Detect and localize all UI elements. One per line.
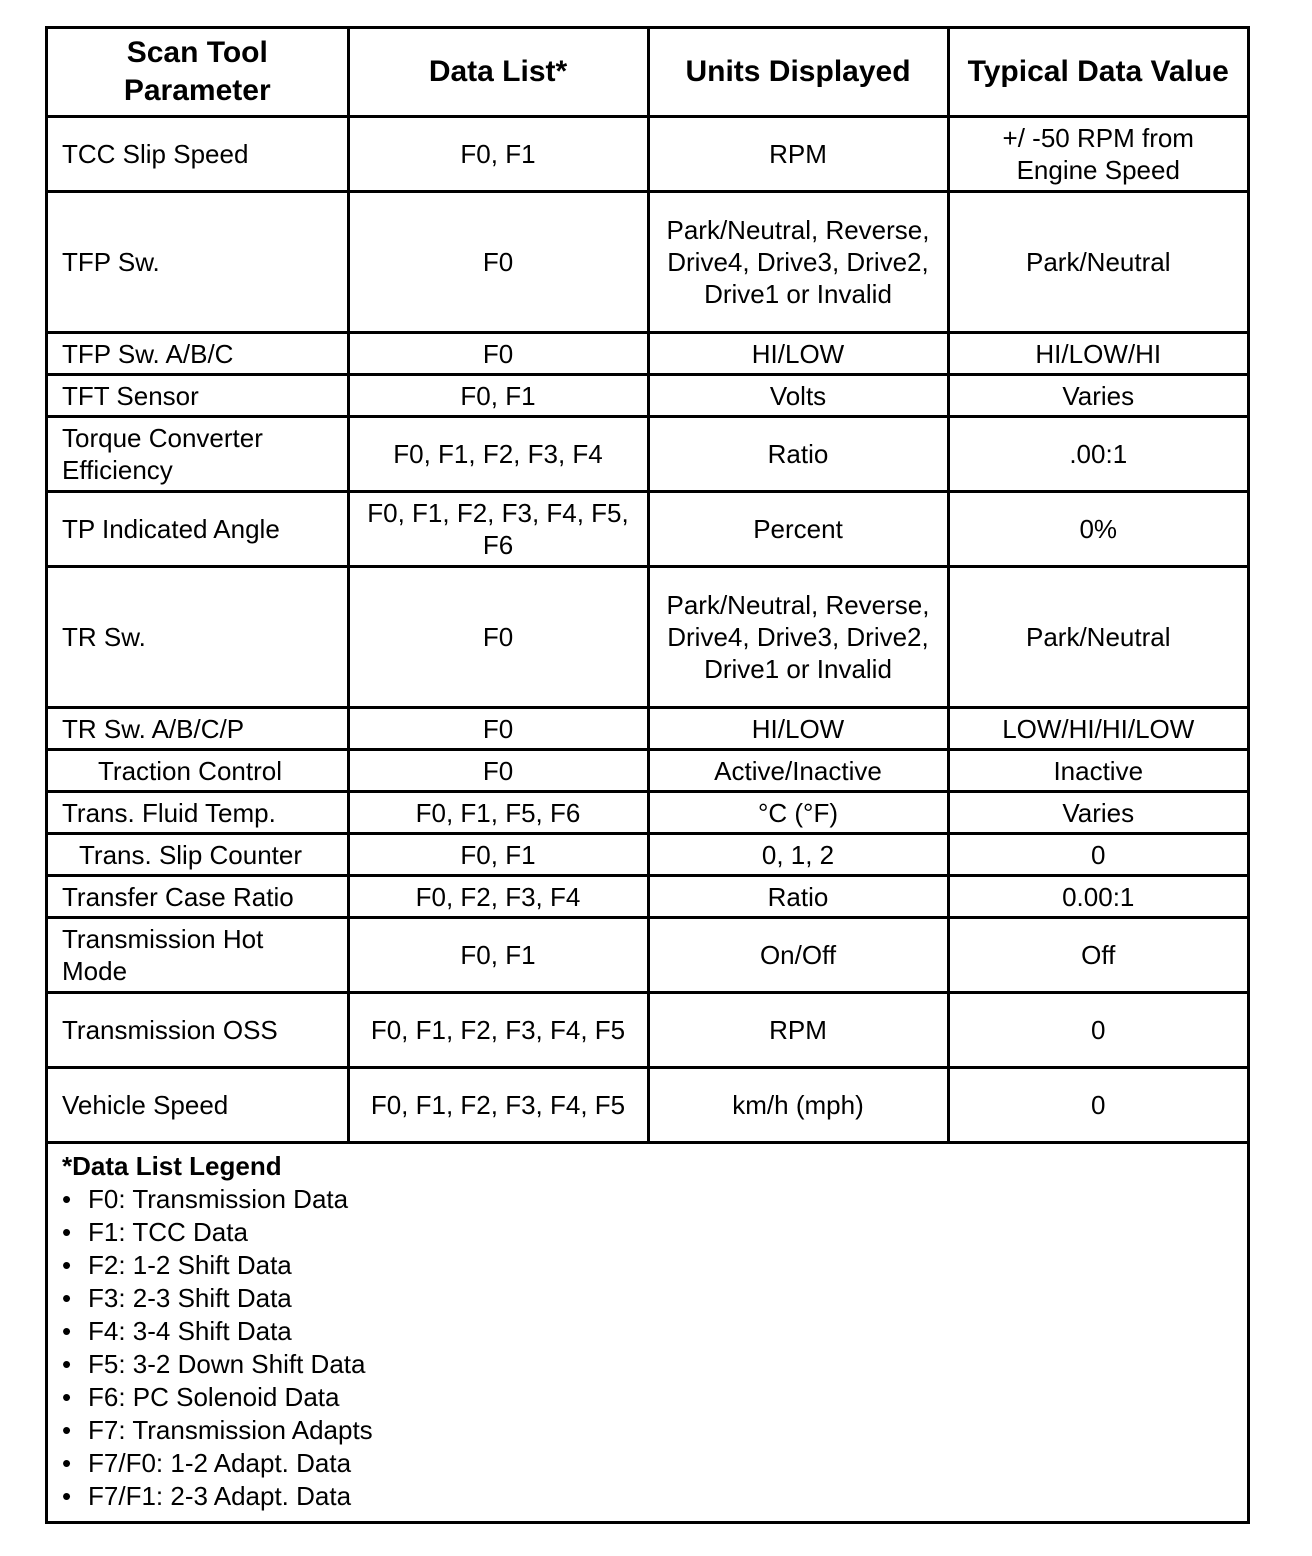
table-row bbox=[48, 1068, 1247, 1143]
cell-units: Ratio bbox=[648, 876, 948, 918]
cell-parameter: Transmission OSS bbox=[48, 993, 348, 1068]
list-item bbox=[62, 1381, 1233, 1414]
cell-data-list: F0, F1, F5, F6 bbox=[348, 792, 648, 834]
cell-units: Ratio bbox=[648, 417, 948, 492]
cell-data-list: F0, F1 bbox=[348, 375, 648, 417]
bullet-icon: • bbox=[62, 1382, 72, 1412]
cell-typical: Inactive bbox=[948, 750, 1247, 792]
cell-parameter: TR Sw. A/B/C/P bbox=[48, 708, 348, 750]
scan-tool-data-table-frame bbox=[45, 26, 1250, 1524]
bullet-icon: • bbox=[62, 1250, 72, 1280]
cell-data-list: F0, F1, F2, F3, F4, F5, F6 bbox=[348, 492, 648, 567]
table-row bbox=[48, 375, 1247, 417]
list-item bbox=[62, 1183, 1233, 1216]
cell-typical: Park/Neutral bbox=[948, 567, 1247, 708]
cell-units: RPM bbox=[648, 993, 948, 1068]
legend-item-text: F0: Transmission Data bbox=[88, 1184, 349, 1214]
cell-units: RPM bbox=[648, 117, 948, 192]
cell-typical: +/ -50 RPM from Engine Speed bbox=[948, 117, 1247, 192]
cell-data-list: F0 bbox=[348, 708, 648, 750]
cell-data-list: F0, F2, F3, F4 bbox=[348, 876, 648, 918]
cell-parameter: Torque Converter Efficiency bbox=[48, 417, 348, 492]
bullet-icon: • bbox=[62, 1415, 72, 1445]
cell-data-list: F0 bbox=[348, 750, 648, 792]
bullet-icon: • bbox=[62, 1481, 72, 1511]
list-item bbox=[62, 1249, 1233, 1282]
bullet-icon: • bbox=[62, 1283, 72, 1313]
cell-data-list: F0 bbox=[348, 333, 648, 375]
cell-typical: 0 bbox=[948, 993, 1247, 1068]
cell-parameter: Traction Control bbox=[48, 750, 348, 792]
legend-list bbox=[62, 1183, 1233, 1513]
list-item bbox=[62, 1315, 1233, 1348]
data-list-legend bbox=[48, 1144, 1247, 1521]
table-row bbox=[48, 993, 1247, 1068]
table-row bbox=[48, 876, 1247, 918]
legend-item-text: F7/F1: 2-3 Adapt. Data bbox=[88, 1481, 352, 1511]
bullet-icon: • bbox=[62, 1316, 72, 1346]
table-row bbox=[48, 708, 1247, 750]
cell-typical: 0% bbox=[948, 492, 1247, 567]
cell-typical: .00:1 bbox=[948, 417, 1247, 492]
cell-units: Volts bbox=[648, 375, 948, 417]
list-item bbox=[62, 1216, 1233, 1249]
cell-data-list: F0, F1 bbox=[348, 117, 648, 192]
table-row bbox=[48, 417, 1247, 492]
cell-parameter: Transmission Hot Mode bbox=[48, 918, 348, 993]
cell-parameter: TR Sw. bbox=[48, 567, 348, 708]
bullet-icon: • bbox=[62, 1448, 72, 1478]
table-row bbox=[48, 192, 1247, 333]
header-typical-data-value: Typical Data Value bbox=[948, 29, 1247, 117]
cell-typical: Park/Neutral bbox=[948, 192, 1247, 333]
table-row bbox=[48, 792, 1247, 834]
table-row bbox=[48, 834, 1247, 876]
table-row bbox=[48, 918, 1247, 993]
cell-data-list: F0 bbox=[348, 192, 648, 333]
cell-typical: Varies bbox=[948, 375, 1247, 417]
cell-parameter: TFP Sw. A/B/C bbox=[48, 333, 348, 375]
list-item bbox=[62, 1480, 1233, 1513]
cell-parameter: TP Indicated Angle bbox=[48, 492, 348, 567]
cell-data-list: F0, F1 bbox=[348, 918, 648, 993]
header-data-list: Data List* bbox=[348, 29, 648, 117]
cell-parameter: TFP Sw. bbox=[48, 192, 348, 333]
legend-item-text: F7/F0: 1-2 Adapt. Data bbox=[88, 1448, 352, 1478]
cell-data-list: F0 bbox=[348, 567, 648, 708]
bullet-icon: • bbox=[62, 1349, 72, 1379]
table-row bbox=[48, 567, 1247, 708]
cell-typical: 0 bbox=[948, 1068, 1247, 1143]
legend-item-text: F6: PC Solenoid Data bbox=[88, 1382, 340, 1412]
cell-parameter: Transfer Case Ratio bbox=[48, 876, 348, 918]
list-item bbox=[62, 1282, 1233, 1315]
cell-parameter: Trans. Fluid Temp. bbox=[48, 792, 348, 834]
table-header-row bbox=[48, 29, 1247, 117]
cell-units: On/Off bbox=[648, 918, 948, 993]
cell-data-list: F0, F1 bbox=[348, 834, 648, 876]
list-item bbox=[62, 1348, 1233, 1381]
cell-typical: HI/LOW/HI bbox=[948, 333, 1247, 375]
legend-item-text: F7: Transmission Adapts bbox=[88, 1415, 373, 1445]
cell-parameter: TCC Slip Speed bbox=[48, 117, 348, 192]
cell-typical: 0 bbox=[948, 834, 1247, 876]
cell-units: Active/Inactive bbox=[648, 750, 948, 792]
list-item bbox=[62, 1414, 1233, 1447]
table-row bbox=[48, 750, 1247, 792]
cell-units: HI/LOW bbox=[648, 708, 948, 750]
cell-parameter: TFT Sensor bbox=[48, 375, 348, 417]
cell-units: km/h (mph) bbox=[648, 1068, 948, 1143]
cell-data-list: F0, F1, F2, F3, F4 bbox=[348, 417, 648, 492]
cell-units: 0, 1, 2 bbox=[648, 834, 948, 876]
legend-item-text: F3: 2-3 Shift Data bbox=[88, 1283, 292, 1313]
cell-parameter: Trans. Slip Counter bbox=[48, 834, 348, 876]
table-row bbox=[48, 117, 1247, 192]
cell-typical: Off bbox=[948, 918, 1247, 993]
table-row bbox=[48, 492, 1247, 567]
cell-units: Percent bbox=[648, 492, 948, 567]
legend-item-text: F5: 3-2 Down Shift Data bbox=[88, 1349, 366, 1379]
cell-units: Park/Neutral, Reverse, Drive4, Drive3, Drive2, Drive1 or Invalid bbox=[648, 567, 948, 708]
legend-item-text: F4: 3-4 Shift Data bbox=[88, 1316, 292, 1346]
table-row bbox=[48, 333, 1247, 375]
cell-units: Park/Neutral, Reverse, Drive4, Drive3, Drive2, Drive1 or Invalid bbox=[648, 192, 948, 333]
cell-units: °C (°F) bbox=[648, 792, 948, 834]
cell-data-list: F0, F1, F2, F3, F4, F5 bbox=[348, 993, 648, 1068]
cell-units: HI/LOW bbox=[648, 333, 948, 375]
legend-item-text: F1: TCC Data bbox=[88, 1217, 248, 1247]
header-units-displayed: Units Displayed bbox=[648, 29, 948, 117]
cell-data-list: F0, F1, F2, F3, F4, F5 bbox=[348, 1068, 648, 1143]
scan-tool-data-table bbox=[48, 29, 1247, 1144]
list-item bbox=[62, 1447, 1233, 1480]
header-scan-tool-parameter: Scan Tool Parameter bbox=[48, 29, 348, 117]
bullet-icon: • bbox=[62, 1217, 72, 1247]
cell-parameter: Vehicle Speed bbox=[48, 1068, 348, 1143]
bullet-icon: • bbox=[62, 1184, 72, 1214]
legend-title: *Data List Legend bbox=[62, 1151, 282, 1181]
legend-item-text: F2: 1-2 Shift Data bbox=[88, 1250, 292, 1280]
cell-typical: 0.00:1 bbox=[948, 876, 1247, 918]
cell-typical: Varies bbox=[948, 792, 1247, 834]
cell-typical: LOW/HI/HI/LOW bbox=[948, 708, 1247, 750]
